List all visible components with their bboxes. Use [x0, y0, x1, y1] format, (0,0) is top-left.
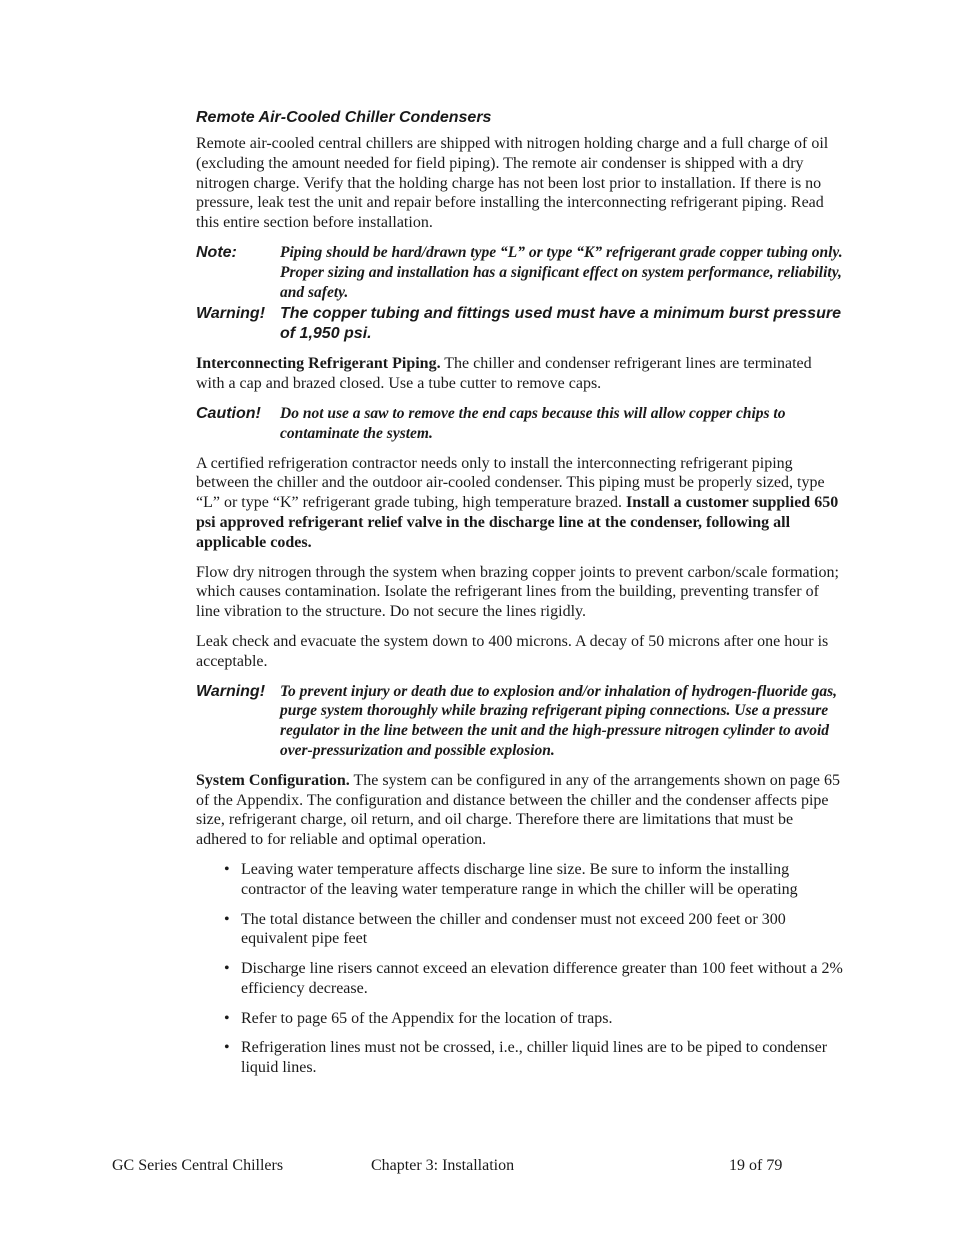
page-footer [112, 1157, 812, 1179]
contractor-text: A certified refrigeration contractor needs only to install the interconnecting refrigerant piping between the chiller and the outdoor air-cooled condenser. This piping must be properly sized, type “L” or type “K” refrigerant grade tubing, high temperature brazed. [196, 454, 825, 512]
warning-tag: Warning! [196, 305, 266, 323]
note-tag: Note: [196, 243, 237, 261]
system-config-paragraph [196, 771, 844, 850]
warning-tag: Warning! [196, 682, 266, 700]
note-block [196, 243, 844, 302]
footer-page-number: 19 of 79 [729, 1157, 783, 1174]
warning-block-burst-pressure [196, 304, 844, 344]
caution-text: Do not use a saw to remove the end caps because this will allow copper chips to contaminate the system. [280, 404, 786, 442]
system-config-text: The system can be configured in any of the arrangements shown on page 65 of the Appendix. The configuration and distance between the chiller and the condenser affects pipe size, refrigerant charge, oil return, and oil charge. Therefore there are limitations that must be adhered to for reliable and optimal operation. [196, 771, 841, 849]
bullet-icon: • [224, 1039, 230, 1057]
warning-block-explosion [196, 682, 844, 761]
intro-paragraph: Remote air-cooled central chillers are shipped with nitrogen holding charge and a full charge of oil (excluding the amount needed for field piping). The remote air condenser is shipped with a dry nitrogen charge. Verify that the holding charge has not been lost prior to installation. If there is no pressure, leak test the unit and repair before installing the interconnecting refrigerant piping. Read this entire section before installation. [196, 135, 829, 232]
footer-chapter: Chapter 3: Installation [371, 1157, 515, 1174]
section-heading: Remote Air-Cooled Chiller Condensers [196, 109, 492, 126]
caution-block [196, 404, 844, 444]
warning-text: To prevent injury or death due to explosion and/or inhalation of hydrogen-fluoride gas, purge system thoroughly while brazing refrigerant piping connections. Use a pressure regulator in the line between the unit and the high-pressure nitrogen cylinder to avoid over-pressurization and possible explosion. [280, 682, 838, 759]
bullet-list [196, 860, 844, 1078]
list-item: • Discharge line risers cannot exceed an elevation difference greater than 100 feet without a 2% efficiency decrease. [224, 960, 843, 997]
nitrogen-paragraph: Flow dry nitrogen through the system when brazing copper joints to prevent carbon/scale formation; which causes contamination. Isolate the refrigerant lines from the building, preventing transfer of line vibration to the structure. Do not secure the lines rigidly. [196, 563, 839, 621]
list-item: • Refer to page 65 of the Appendix for the location of traps. [224, 1009, 613, 1027]
leak-check-paragraph: Leak check and evacuate the system down to 400 microns. A decay of 50 microns after one hour is acceptable. [196, 632, 829, 670]
page-content [196, 108, 844, 1088]
bullet-icon: • [224, 1009, 230, 1027]
piping-lead: Interconnecting Refrigerant Piping. [196, 355, 441, 373]
footer-product-name: GC Series Central Chillers [112, 1157, 284, 1174]
bullet-icon: • [224, 960, 230, 978]
piping-paragraph [196, 354, 844, 394]
list-item: • Leaving water temperature affects discharge line size. Be sure to inform the installing contractor of the leaving water temperature range in which the chiller will be operating [224, 860, 798, 898]
relief-valve-instruction: Install a customer supplied 650 psi approved refrigerant relief valve in the discharge line at the condenser, following all applicable codes. [196, 494, 839, 551]
list-item: • Refrigeration lines must not be crossed, i.e., chiller liquid lines are to be piped to condenser liquid lines. [224, 1039, 828, 1077]
warning-text: The copper tubing and fittings used must have a minimum burst pressure of 1,950 psi. [280, 305, 841, 343]
bullet-icon: • [224, 910, 230, 928]
piping-text: The chiller and condenser refrigerant lines are terminated with a cap and brazed closed. Use a tube cutter to remove caps. [196, 355, 812, 393]
list-item: • The total distance between the chiller and condenser must not exceed 200 feet or 300 equivalent pipe feet [224, 910, 786, 948]
note-text: Piping should be hard/drawn type “L” or type “K” refrigerant grade copper tubing only. Proper sizing and installation has a significant effect on system performance, reliability, and safety. [280, 243, 843, 301]
caution-tag: Caution! [196, 404, 261, 422]
bullet-icon: • [224, 860, 230, 878]
system-config-lead: System Configuration. [196, 771, 350, 789]
contractor-paragraph [196, 454, 844, 553]
